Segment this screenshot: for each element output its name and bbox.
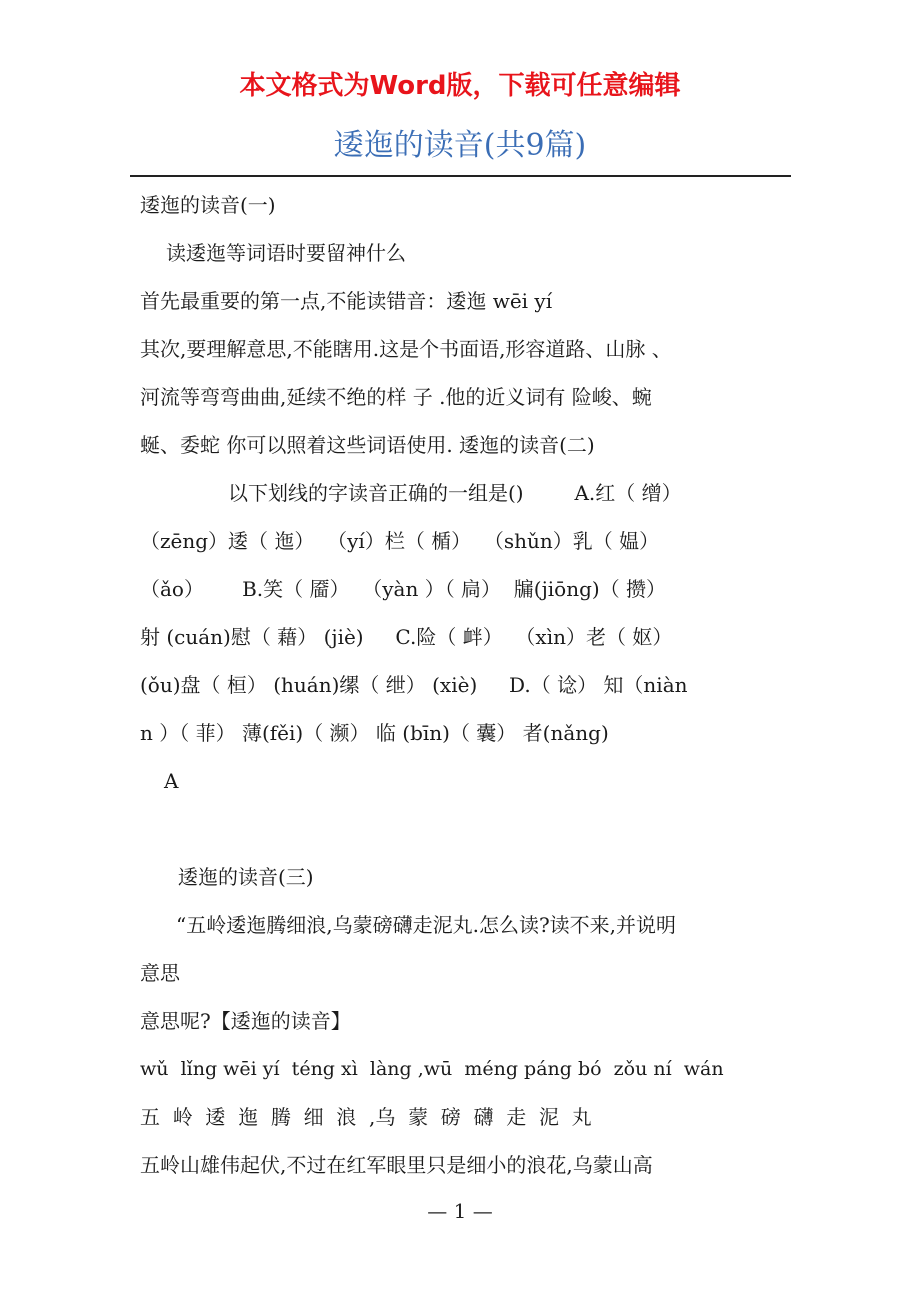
quiz-option-line: 射 (cuán)慰（ 藉） (jiè) C.险（ 衅） （xìn）老（ 妪） — [140, 625, 673, 649]
poem-characters-line: 五 岭 逶 迤 腾 细 浪 ,乌 蒙 磅 礴 走 泥 丸 — [140, 1105, 592, 1129]
quiz-option-line: （ǎo） B.笑（ 靥） （yàn ）（ 扃） 牖(jiōng)（ 攒） — [140, 577, 667, 601]
page-number: — 1 — — [427, 1199, 493, 1223]
document-title: 逶迤的读音(共9篇) — [333, 128, 587, 163]
body-line: 意思 — [140, 961, 180, 985]
section-heading-3: 逶迤的读音(三) — [178, 865, 314, 889]
quiz-answer: A — [164, 769, 179, 793]
section-heading-1: 逶迤的读音(一) — [140, 193, 276, 217]
format-banner: 本文格式为Word版，下载可任意编辑 — [239, 71, 681, 101]
pinyin-line: wǔ lǐng wēi yí téng xì làng ,wū méng páng bó zǒu ní wán — [140, 1058, 724, 1080]
body-line: 蜒、委蛇 你可以照着这些词语使用. 逶迤的读音(二) — [140, 433, 595, 457]
quiz-option-line: (ǒu)盘（ 桓） (huán)缧（ 绁） (xiè) D.（ 谂） 知（niàn — [140, 673, 688, 697]
body-line: 首先最重要的第一点,不能读错音：逶迤 wēi yí — [140, 289, 553, 313]
body-line: “五岭逶迤腾细浪,乌蒙磅礴走泥丸.怎么读?读不来,并说明 — [176, 913, 677, 937]
title-divider — [130, 175, 791, 177]
quiz-option-line: n ）（ 菲） 薄(fěi)（ 濒） 临 (bīn)（ 囊） 者(nǎng) — [140, 721, 609, 745]
body-line: 意思呢?【逶迤的读音】 — [140, 1009, 351, 1033]
body-line: 读逶迤等词语时要留神什么 — [166, 241, 406, 265]
quiz-question: 以下划线的字读音正确的一组是() A.红（ 缯） — [228, 481, 682, 505]
quiz-option-line: （zēng）逶（ 迤） （yí）栏（ 楯） （shǔn）乳（ 媪） — [140, 529, 660, 553]
body-line: 其次,要理解意思,不能瞎用.这是个书面语,形容道路、山脉 、 — [140, 337, 672, 361]
body-line: 河流等弯弯曲曲,延续不绝的样 子 .他的近义词有 险峻、蜿 — [140, 385, 652, 409]
body-line: 五岭山雄伟起伏,不过在红军眼里只是细小的浪花,乌蒙山高 — [140, 1153, 653, 1177]
